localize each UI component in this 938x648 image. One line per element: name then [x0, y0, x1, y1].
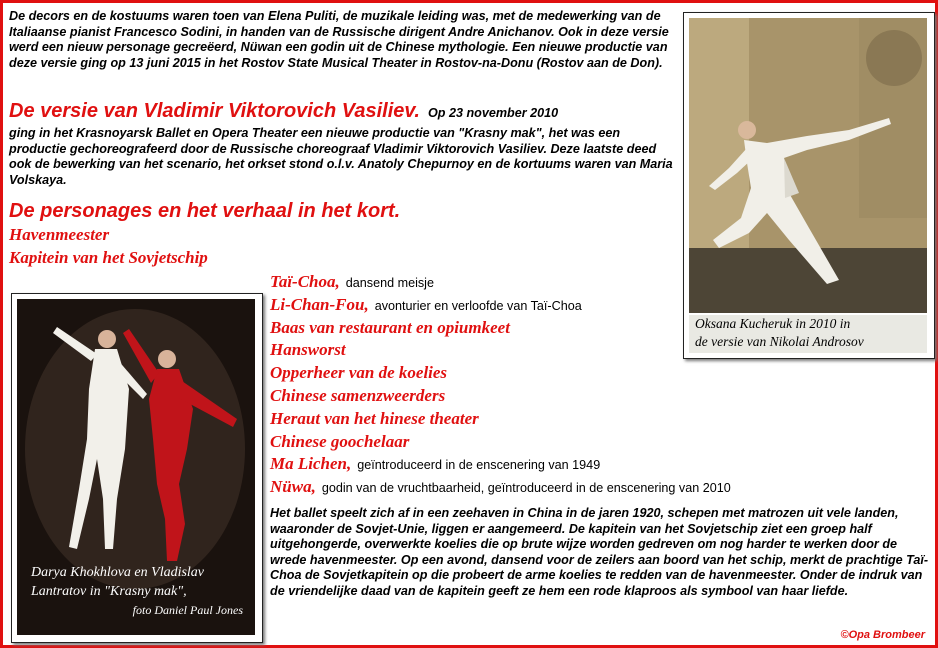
caption-line: Darya Khokhlova en Vladislav	[31, 565, 205, 580]
role-item	[270, 453, 930, 476]
role-name: Chinese samenzweerders	[270, 385, 446, 405]
intro-paragraph: De decors en de kostuums waren toen van Elena Puliti, de muzikale leiding was, met de medewerking van de Italiaanse pianist Francesco Sodini, in handen van de Russische dirigent Andre Anichanov. Ook in deze versie werd een nieuw personage gecreëerd, Nüwan een godin uit de Chinese mythologie. Een nieuwe productie van deze versie ging op 13 juni 2015 in het Rostov State Musical Theater in Rostov-na-Donu (Rostov aan de Don).	[9, 9, 669, 70]
vasiliev-heading: De versie van Vladimir Viktorovich Vasiliev.	[9, 100, 420, 122]
role-kapitein: Kapitein van het Sovjetschip	[9, 248, 208, 267]
role-desc: dansend meisje	[345, 276, 434, 290]
story-paragraph: Het ballet speelt zich af in een zeehaven in China in de jaren 1920, schepen met matrozen uit vele landen, waaronder de Sovjet-Unie, liggen er aangemeerd. De kapitein van het Sovjetschip ziet een groep half uitgehongerde, overwerkte koelies die op brute wijze worden gedreven om nog harder te werken door de wrede havenmeester. Op een avond, dansend voor de zeilers aan boord van het schip, merkt de prachtige Taï-Choa de Sovjetkapitein op die probeert de arme koelies te redden van de havenmeester. Onder de indruk van de vriendelijke daad van de kapitein geeft ze hem een rode klaproos als symbool van haar liefde.	[270, 506, 929, 598]
role-name: Opperheer van de koelies	[270, 363, 448, 383]
role-name: Baas van restaurant en opiumkeet	[270, 317, 510, 337]
photo-caption	[17, 564, 255, 634]
role-name: Li-Chan-Fou,	[270, 294, 369, 314]
vasiliev-paragraph: ging in het Krasnoyarsk Ballet en Opera Theater een nieuwe productie van "Krasny mak", het was een productie gechoreografeerd door de Russische choreograaf Vladimir Viktorovich Vasiliev. Deze laatste deed ook de bewerking van het scenario, het orkset stond o.l.v. Anatoly Chepurnoy en de kortuums waren van Maria Volskaya.	[9, 126, 673, 187]
role-name: Heraut van het hinese theater	[270, 408, 479, 428]
role-item	[270, 362, 930, 385]
role-item	[270, 431, 930, 454]
caption-line: Oksana Kucheruk in 2010 in	[695, 316, 851, 331]
vasiliev-date-lead: Op 23 november 2010	[427, 106, 559, 120]
photo-image	[689, 18, 927, 313]
role-name: Chinese goochelaar	[270, 431, 410, 451]
role-item	[270, 476, 930, 499]
role-name: Hansworst	[270, 340, 346, 360]
photo-khokhlova-lantratov	[11, 293, 263, 643]
role-item	[270, 408, 930, 431]
caption-credit: foto Daniel Paul Jones	[132, 603, 243, 617]
dancer-white-illustration	[689, 18, 927, 313]
role-havenmeester: Havenmeester	[9, 225, 110, 244]
vasiliev-heading-line	[9, 100, 679, 123]
role-desc: avonturier en verloofde van Taï-Choa	[374, 298, 582, 313]
role-desc: geïntroduceerd in de enscenering van 1949	[357, 458, 601, 473]
caption-line: Lantratov in "Krasny mak",	[31, 583, 187, 599]
copyright: ©Opa Brombeer	[840, 629, 925, 641]
role-desc: godin van de vruchtbaarheid, geïntroduceerd in de enscenering van 2010	[321, 481, 731, 496]
role-name: Nüwa,	[270, 477, 316, 497]
role-name: Ma Lichen,	[270, 454, 352, 474]
role-name: Taï-Choa,	[270, 272, 340, 291]
caption-line: de versie van Nikolai Androsov	[695, 334, 864, 349]
personages-heading: De personages en het verhaal in het kort.	[9, 200, 401, 222]
photo-oksana-kucheruk	[683, 12, 935, 359]
role-item	[270, 385, 930, 408]
photo-caption	[689, 315, 927, 353]
